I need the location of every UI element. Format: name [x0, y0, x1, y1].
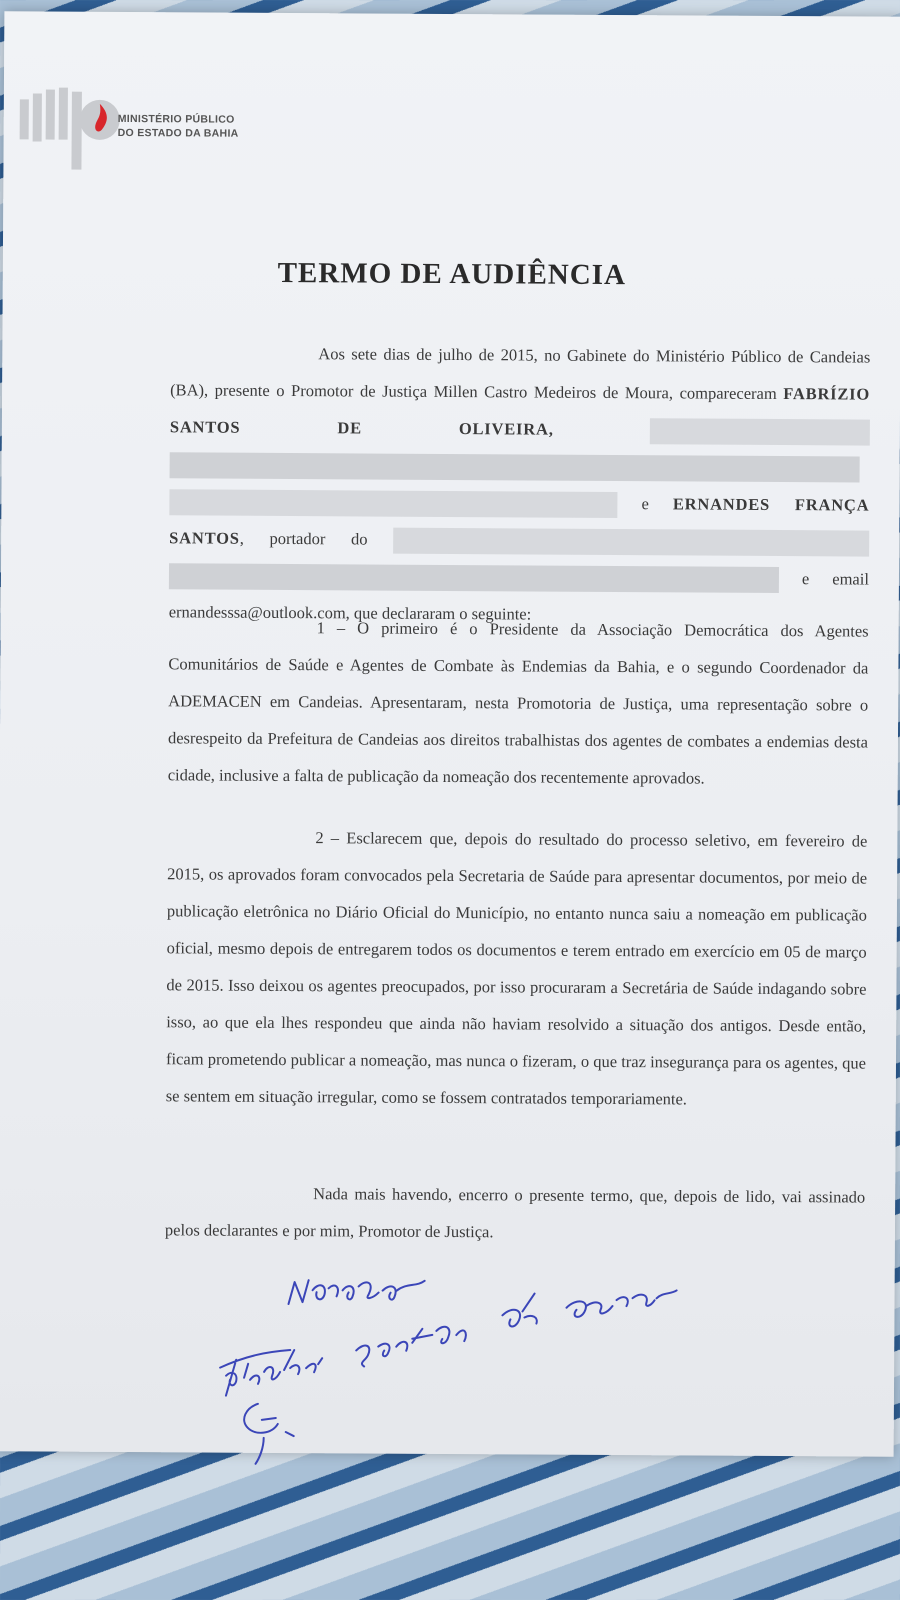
logo-line-2: DO ESTADO DA BAHIA [117, 126, 239, 140]
document-title: TERMO DE AUDIÊNCIA [277, 256, 627, 292]
document-page [0, 11, 900, 1456]
signature-3 [244, 1404, 294, 1464]
item-2-paragraph: 2 – Esclarecem que, depois do resultado do processo seletivo, em fevereiro de 2015, os aprovados foram convocados pela Secretaria de Saúde para apresentar documentos, por meio de publicação eletrônica no Diário Oficial do Município, no entanto nunca saiu a nomeação em publicação oficial, mesmo depois de entregarem todos os documentos e terem entrado em exercício em 05 de março de 2015. Isso deixou os agentes preocupados, por isso procuraram a Secretária de Saúde indagando sobre isso, ao que ela lhes respondeu que ainda não haviam resolvido a situação dos antigos. Desde então, ficam prometendo publicar a nomeação, mas nunca o fizeram, o que traz insegurança para os agentes, que se sentem em situação irregular, como se fossem contratados temporariamente. [165, 828, 868, 1109]
item-1-paragraph: 1 – O primeiro é o Presidente da Associação Democrática dos Agentes Comunitários de Saúde e Agentes de Combate às Endemias da Bahia, e o segundo Coordenador da ADEMACEN em Candeias. Apresentaram, nesta Promotoria de Justiça, uma representação sobre o desrespeito da Prefeitura de Candeias aos direitos trabalhistas dos agentes de combates a endemias desta cidade, inclusive a falta de publicação da nomeação dos recentemente aprovados. [167, 618, 869, 788]
signature-1 [289, 1280, 425, 1305]
logo-mp-monogram [19, 87, 81, 169]
intro-text-2: e [617, 494, 673, 514]
person-1-name: FABRÍZIO SANTOS DE OLIVEIRA, [169, 384, 871, 439]
intro-text-4: e email ernandesssa@outlook.com, que declararam o seguinte: [168, 569, 870, 624]
handwritten-signatures [206, 1268, 707, 1471]
closing-paragraph: Nada mais havendo, encerro o presente termo, que, depois de lido, vai assinado pelos declarantes e por mim, Promotor de Justiça. [164, 1184, 866, 1242]
intro-text-3: , portador do [239, 528, 368, 549]
logo-line-1: MINISTÉRIO PÚBLICO [117, 112, 235, 126]
logo-wordmark [118, 112, 239, 141]
redaction-block [169, 490, 617, 519]
redaction-block [169, 564, 779, 594]
intro-paragraph [169, 334, 871, 634]
intro-text-1: Aos sete dias de julho de 2015, no Gabinete do Ministério Público de Candeias (BA), presente o Promotor de Justiça Millen Castro Medeiros de Moura, compareceram [170, 344, 871, 404]
person-2-name: ERNANDES FRANÇA SANTOS [169, 494, 870, 548]
redaction-block [650, 418, 870, 445]
redaction-block [170, 453, 860, 483]
redaction-block [393, 528, 869, 557]
